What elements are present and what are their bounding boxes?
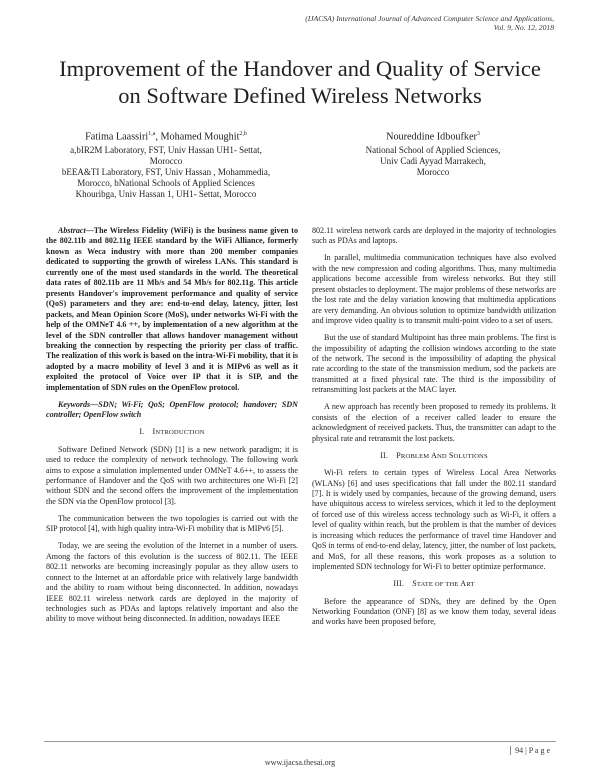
affiliation-right-line-1: National School of Applied Sciences, xyxy=(365,145,501,156)
title-line-2: on Software Defined Wireless Networks xyxy=(118,82,482,108)
paragraph: The communication between the two topologies is carried out with the SIP protocol [4], with high quality intra-Wi-Fi mobility that is MIPv6 [5]. xyxy=(46,513,298,534)
journal-name: (IJACSA) International Journal of Advanced Computer Science and Applications, xyxy=(305,14,554,23)
journal-volume: Vol. 9, No. 12, 2018 xyxy=(493,23,554,33)
affiliation-line-4: Morocco, bNational Schools of Applied Sciences xyxy=(77,178,255,189)
section-heading-introduction: I. INTRODUCTION xyxy=(139,427,205,437)
paragraph: Software Defined Network (SDN) [1] is a new network paradigm; it is used to reduce the complexity of network technology. The following work aims to expose a simulation implemented under OMNeT 4.6++, to assess the performance of Handover and the QoS with two architectures one Wi-Fi [2] without SDN and the second offers the improvement of the implementation the SDN via the OpenFlow protocol [3]. xyxy=(46,444,298,506)
paragraph: Wi-Fi refers to certain types of Wireless Local Area Networks (WLANs) [6] and uses specifications that fall under the 802.11 standard [7]. It is widely used by companies, because of the growing demand, users have ubiquitous access to wireless services, which it led to the deployment of forced use of this wireless access technology such as Wi-Fi, it offers a level of quality within reach, but the problem is that the number of devices is increasing which reduces the performance of travel time Handover and QoS in terms of end-to-end delay, latency, jitter, the number of lost packets, and MoS, for all these reasons, this work proposes as a solution to implemented SDN technology for Wi-Fi to better optimize performance. xyxy=(312,468,556,572)
paragraph: Before the appearance of SDNs, they are defined by the Open Networking Foundation (ONF) [8] as we know them today, several ideas and works have been proposed before, xyxy=(312,596,556,627)
paragraph: In parallel, multimedia communication techniques have also evolved with the new compression and coding algorithms. Thus, many multimedia applications become accessible from wireless networks. But they still present obstacles to deployment. The major problems of these networks are the lost rate and the delay variation knowing that multimedia applications are very demanding. An obvious solution to optimize bandwidth utilization and improve video quality is to transmit multi-point video to a set of users. xyxy=(312,253,556,326)
paper-title xyxy=(40,56,560,109)
footer-divider xyxy=(44,741,556,742)
paragraph: But the use of standard Multipoint has three main problems. The first is the impossibility of adapting the collision windows according to the state of the network. The second is the impossibility of adapting the physical rate according to the state of the transmission medium, sod the packets are transmitted at a fixed physical rate. The third is the impossibility of retransmitting lost packets at the MAC layer. xyxy=(312,333,556,395)
affiliation-line-3: bEEA&TI Laboratory, FST, Univ Hassan , Mohammedia, xyxy=(61,167,271,178)
section-heading-state-of-art: III. STATE OF THE ART xyxy=(393,579,475,589)
affiliation-line-5: Khouribga, Univ Hassan 1, UH1- Settat, Morocco xyxy=(75,189,257,200)
author-names-left: Fatima Laassiri$^{1,a}$, Mohamed Moughit$^{2,b}$ xyxy=(85,131,247,143)
paragraph: A new approach has recently been proposed to remedy its problems. It consists of the election of a receiver called leader to ensure the acknowledgment of received packets. Thus, the transmitter can adapt to the physical rate and retransmit the lost packets. xyxy=(312,402,556,443)
paragraph: Today, we are seeing the evolution of the Internet in a number of users. Among the factors of this evolution is the success of 802.11. The IEEE 802.11 networks are becoming increasingly popular as they allow users to connect to the Internet at an affordable price with relatively large bandwidth and the ability to roam without being disconnected. In addition, nowadays IEEE 802.11 wireless network cards are deployed in the majority of technologies such as PDAs and laptops relatively important and also the ability to move without being disconnected. In addition, nowadays IEEE xyxy=(46,541,298,624)
author-block-left xyxy=(40,128,292,200)
section-heading-problem-solutions: II. PROBLEM AND SOLUTIONS xyxy=(380,450,488,460)
footer-url[interactable]: www.ijacsa.thesai.org xyxy=(264,758,336,767)
abstract: Abstract—The Wireless Fidelity (WiFi) is the business name given to the 802.11b and 802.11g IEEE standard by the WiFi Alliance, formerly known as Weca industry with more than 200 member companies dedicated to supporting the growth of wireless LANs. This standard is currently one of the most used standards in the world. The theoretical data rates of 802.11b are 11 Mb/s and 54 Mb/s for 802.11g. This article presents Handover's improvement performance and quality of service (QoS) parameters and they are: end-to-end delay, latency, jitter, lost packets, and Mean Opinion Score (MoS), under networks Wi-Fi with the help of the OMNeT 4.6 ++, by implementation of a new algorithm at the level of the SDN controller that allows handover management without breaking the connection by respecting the priority per class of traffic. The realization of this work is based on the intra-Wi-Fi mobility, that it is adopted by a macro mobility of level 3 and it is MIPv6 as well as it exploited the protocol of Voice over IP that it is SIP, and the implementation of SDN rules on the OpenFlow protocol. xyxy=(46,226,298,392)
page-number: 94 | P a g e xyxy=(510,746,550,755)
keywords: Keywords—SDN; Wi-Fi; QoS; OpenFlow protocol; handover; SDN controller; OpenFlow switch xyxy=(46,399,298,420)
affiliation-line-2: Morocco xyxy=(149,156,183,167)
right-column xyxy=(312,226,556,634)
author-block-right xyxy=(318,128,548,178)
left-column xyxy=(46,226,298,631)
affiliation-line-1: a,bIR2M Laboratory, FST, Univ Hassan UH1- Settat, xyxy=(70,145,262,156)
title-line-1: Improvement of the Handover and Quality of Service xyxy=(59,56,541,81)
journal-header xyxy=(134,14,554,33)
paragraph: 802.11 wireless network cards are deployed in the majority of technologies such as PDAs and laptops. xyxy=(312,226,556,246)
affiliation-right-line-3: Morocco xyxy=(416,167,450,178)
affiliation-right-line-2: Univ Cadi Ayyad Marrakech, xyxy=(380,156,486,167)
author-name-right: Noureddine Idboufker$^3$ xyxy=(386,131,480,143)
